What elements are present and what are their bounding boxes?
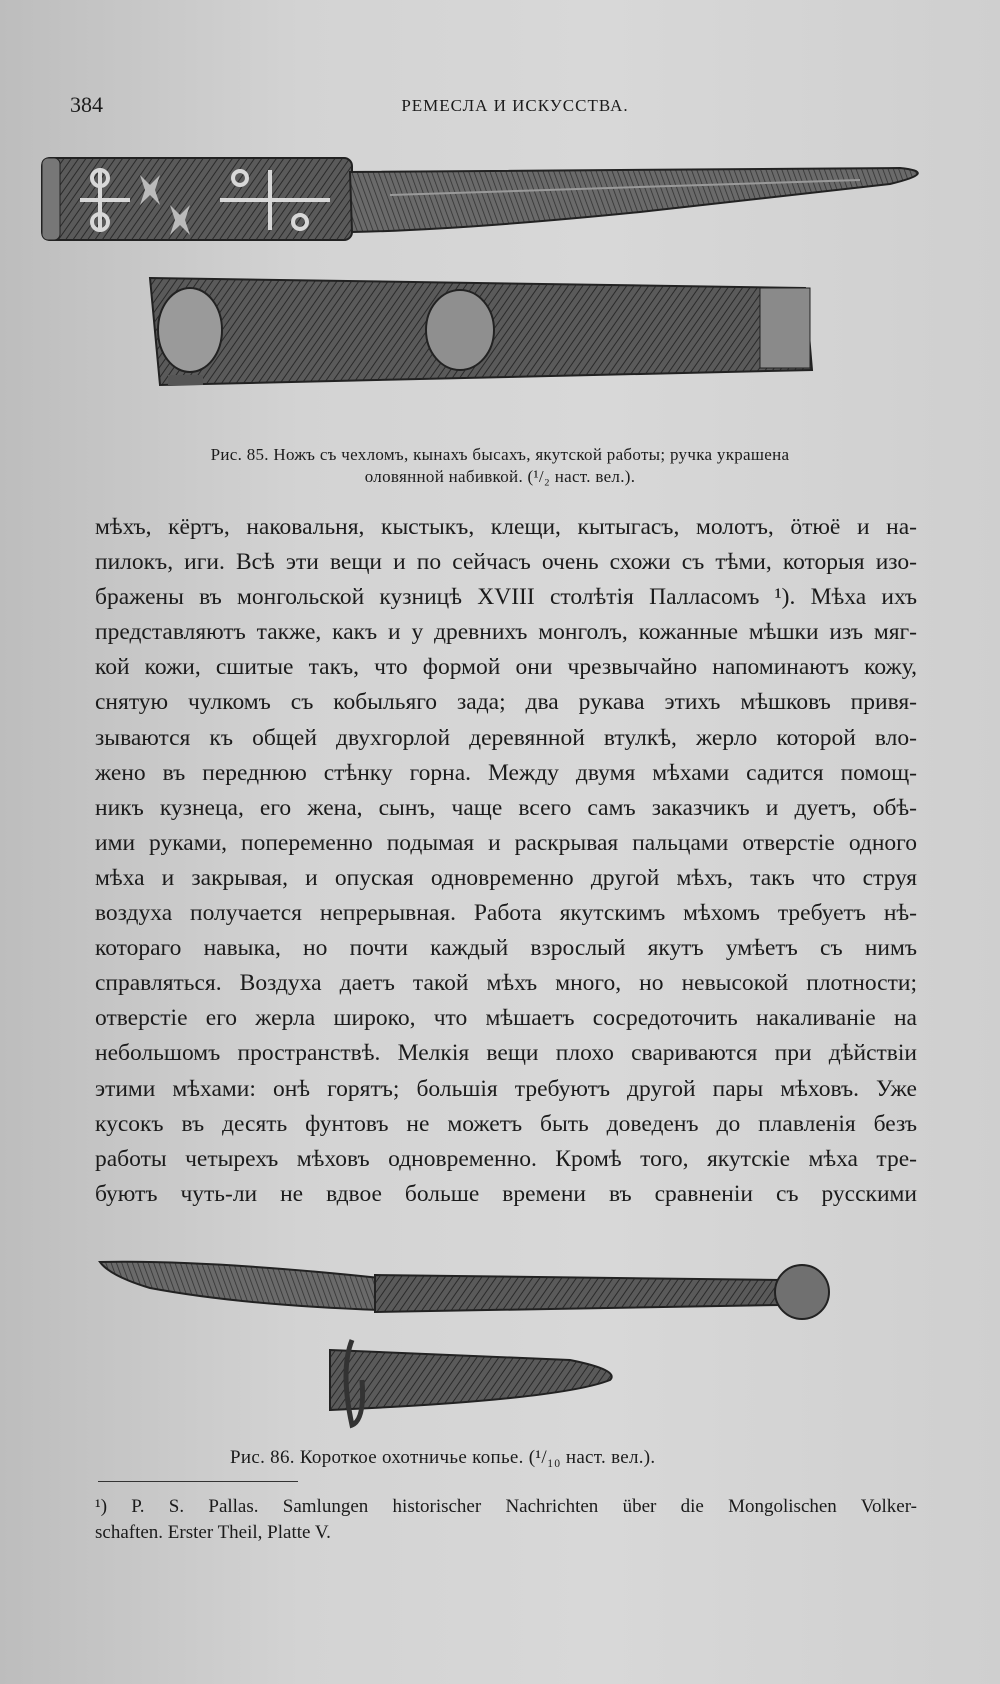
text-line: работы четырехъ мѣховъ одновременно. Кромѣ того, якутскіе мѣха тре-: [95, 1145, 917, 1172]
text-line: ими руками, попеременно подымая и раскрывая пальцами отверстіе одного: [95, 829, 917, 856]
text-line: справляться. Воздуха даетъ такой мѣхъ много, но невысокой плотности;: [95, 970, 917, 997]
text-line: бражены въ монгольской кузницѣ XVIII столѣтія Палласомъ ¹). Мѣха ихъ: [95, 584, 917, 611]
spear-sheath: [330, 1340, 612, 1425]
footnote-line: schaften. Erster Theil, Platte V.: [95, 1522, 331, 1543]
text-line: мѣха и закрывая, и опуская одновременно другой мѣхъ, такъ что струя: [95, 864, 917, 891]
text-line: пилокъ, иги. Всѣ эти вещи и по сейчасъ очень схожи съ тѣми, которыя изо-: [95, 549, 917, 576]
text-line: никъ кузнеца, его жена, сынъ, чаще всего самъ заказчикъ и дуетъ, обѣ-: [95, 794, 917, 821]
running-title: РЕМЕСЛА И ИСКУССТВА.: [401, 96, 629, 115]
text-line: представляютъ также, какъ и у древнихъ монголъ, кожанные мѣшки изъ мяг-: [95, 619, 917, 646]
page-number: 384: [70, 92, 103, 117]
knife-handle: [42, 158, 352, 240]
footnote: [95, 1494, 917, 1546]
figure-85-caption: Рис. 85. Ножъ съ чехломъ, кынахъ бысахъ, якутской работы; ручка украшена оловянной набивкой. (¹/₂ наст. вел.).: [210, 445, 790, 486]
footnote-line: ¹) P. S. Pallas. Samlungen historischer Nachrichten über die Mongolischen Volker-: [95, 1496, 917, 1517]
text-line: кой кожи, сшитые такъ, что формой они чрезвычайно напоминаютъ кожу,: [95, 654, 917, 681]
text-line: кусокъ въ десять фунтовъ не можетъ быть доведенъ до плавленія безъ: [95, 1110, 917, 1137]
body-text: [95, 510, 917, 1212]
figure-86-caption: Рис. 86. Короткое охотничье копье. (¹/₁₀ наст. вел.).: [230, 1447, 656, 1468]
text-line: этими мѣхами: онѣ горятъ; большія требуютъ другой пары мѣховъ. Уже: [95, 1075, 917, 1102]
spear-shaft: [375, 1265, 829, 1319]
text-line: небольшомъ пространствѣ. Мелкія вещи плохо свариваются при дѣйствіи: [95, 1040, 917, 1067]
knife-sheath: [150, 278, 812, 385]
knife-blade: [350, 168, 918, 232]
text-line: жено въ переднюю стѣнку горна. Между двумя мѣхами садится помощ-: [95, 759, 917, 786]
text-line: буютъ чуть-ли не вдвое больше времени въ сравненіи съ русскими: [95, 1180, 917, 1207]
text-line: снятую чулкомъ съ кобыльяго зада; два рукава этихъ мѣшковъ привя-: [95, 689, 917, 716]
text-line: воздуха получается непрерывная. Работа якутскимъ мѣхомъ требуетъ нѣ-: [95, 900, 917, 927]
text-line: котораго навыка, но почти каждый взрослый якутъ умѣетъ съ нимъ: [95, 935, 917, 962]
figure-86-spear-illustration: [90, 1250, 890, 1440]
spear-head: [100, 1262, 380, 1310]
footnote-divider: [98, 1481, 298, 1482]
text-line: отверстіе его жерла широко, что мѣшаетъ сосредоточить накаливаніе на: [95, 1005, 917, 1032]
text-line: мѣхъ, кёртъ, наковальня, кыстыкъ, клещи, кытыгасъ, молотъ, ӧтюё и на-: [95, 514, 917, 540]
figure-85-knife-illustration: [40, 150, 960, 420]
text-line: зываются къ общей двухгорлой деревянной втулкѣ, жерло которой вло-: [95, 724, 917, 751]
